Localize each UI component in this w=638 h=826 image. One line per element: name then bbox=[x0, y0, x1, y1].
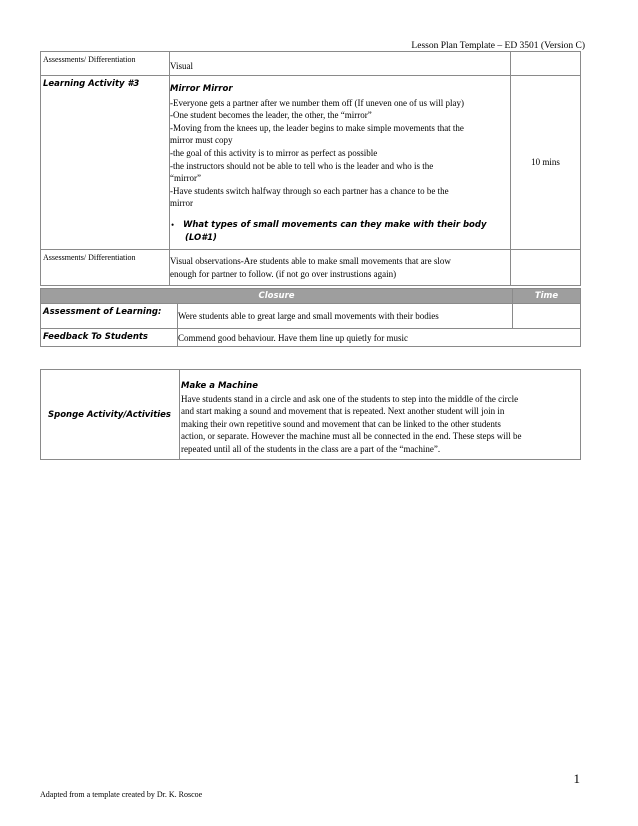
assessment-line: enough for partner to follow. (if not go over instrustions again) bbox=[170, 268, 397, 279]
assessment-value-1: Visual bbox=[170, 52, 511, 76]
sponge-line: action, or separate. However the machine must all be connected in the end. These steps will be bbox=[181, 431, 522, 442]
sponge-activity-table bbox=[40, 369, 581, 460]
activity-line: “mirror” bbox=[170, 173, 201, 184]
assessment-of-learning-value: Were students able to great large and small movements with their bodies bbox=[178, 304, 513, 329]
guiding-question-text: What types of small movements can they make with their body bbox=[183, 219, 487, 230]
footer-credit: Adapted from a template created by Dr. K. Roscoe bbox=[40, 790, 203, 799]
sponge-line: repeated until all of the students in the class are a part of the “machine”. bbox=[181, 443, 441, 454]
guiding-question bbox=[170, 219, 510, 245]
activity-line: mirror must copy bbox=[170, 135, 233, 146]
guiding-question-lo: (LO#1) bbox=[185, 232, 217, 243]
assessment-value-2 bbox=[170, 250, 511, 286]
activity-line: -Moving from the knees up, the leader begins to make simple movements that the bbox=[170, 122, 464, 133]
activity-line: -Everyone gets a partner after we number them off (If uneven one of us will play) bbox=[170, 97, 464, 108]
sponge-line: Have students stand in a circle and ask one of the students to step into the middle of the circle bbox=[181, 393, 519, 404]
sponge-activity-content bbox=[180, 370, 581, 460]
assessment-line: Visual observations-Are students able to make small movements that are slow bbox=[170, 256, 451, 266]
empty-time-cell-2 bbox=[511, 250, 581, 286]
sponge-title: Make a Machine bbox=[181, 381, 258, 391]
document-header: Lesson Plan Template – ED 3501 (Version C) bbox=[411, 41, 585, 51]
empty-time-cell-1 bbox=[511, 52, 581, 76]
activity-line: -One student becomes the leader, the other, the “mirror” bbox=[170, 110, 372, 121]
assessment-of-learning-label: Assessment of Learning: bbox=[41, 304, 178, 329]
learning-activity-label: Learning Activity #3 bbox=[41, 76, 170, 250]
sponge-activity-label: Sponge Activity/Activities bbox=[41, 370, 180, 460]
activity-title: Mirror Mirror bbox=[170, 84, 233, 94]
activity-line: mirror bbox=[170, 198, 193, 209]
page-number: 1 bbox=[573, 771, 580, 786]
closure-time-header: Time bbox=[513, 289, 581, 304]
bullet-icon: • bbox=[171, 219, 175, 230]
feedback-value: Commend good behaviour. Have them line up quietly for music bbox=[178, 329, 581, 347]
sponge-line: and start making a sound and movement that is repeated. Next another student will join in bbox=[181, 406, 505, 417]
feedback-label: Feedback To Students bbox=[41, 329, 178, 347]
closure-header: Closure bbox=[41, 289, 513, 304]
assessment-label-1: Assessments/ Differentiation bbox=[41, 52, 170, 76]
empty-closure-time-cell bbox=[513, 304, 581, 329]
activity-line: -the instructors should not be able to tell who is the leader and who is the bbox=[170, 160, 434, 171]
activity-line: -the goal of this activity is to mirror as perfect as possible bbox=[170, 147, 378, 158]
closure-table bbox=[40, 288, 581, 347]
learning-activity-table bbox=[40, 51, 581, 286]
sponge-line: making their own repetitive sound and movement that can be linked to the other students bbox=[181, 418, 501, 429]
activity-line: -Have students switch halfway through so each partner has a chance to be the bbox=[170, 185, 449, 196]
activity-time: 10 mins bbox=[511, 76, 581, 250]
learning-activity-content bbox=[170, 76, 511, 250]
assessment-label-2: Assessments/ Differentiation bbox=[41, 250, 170, 286]
